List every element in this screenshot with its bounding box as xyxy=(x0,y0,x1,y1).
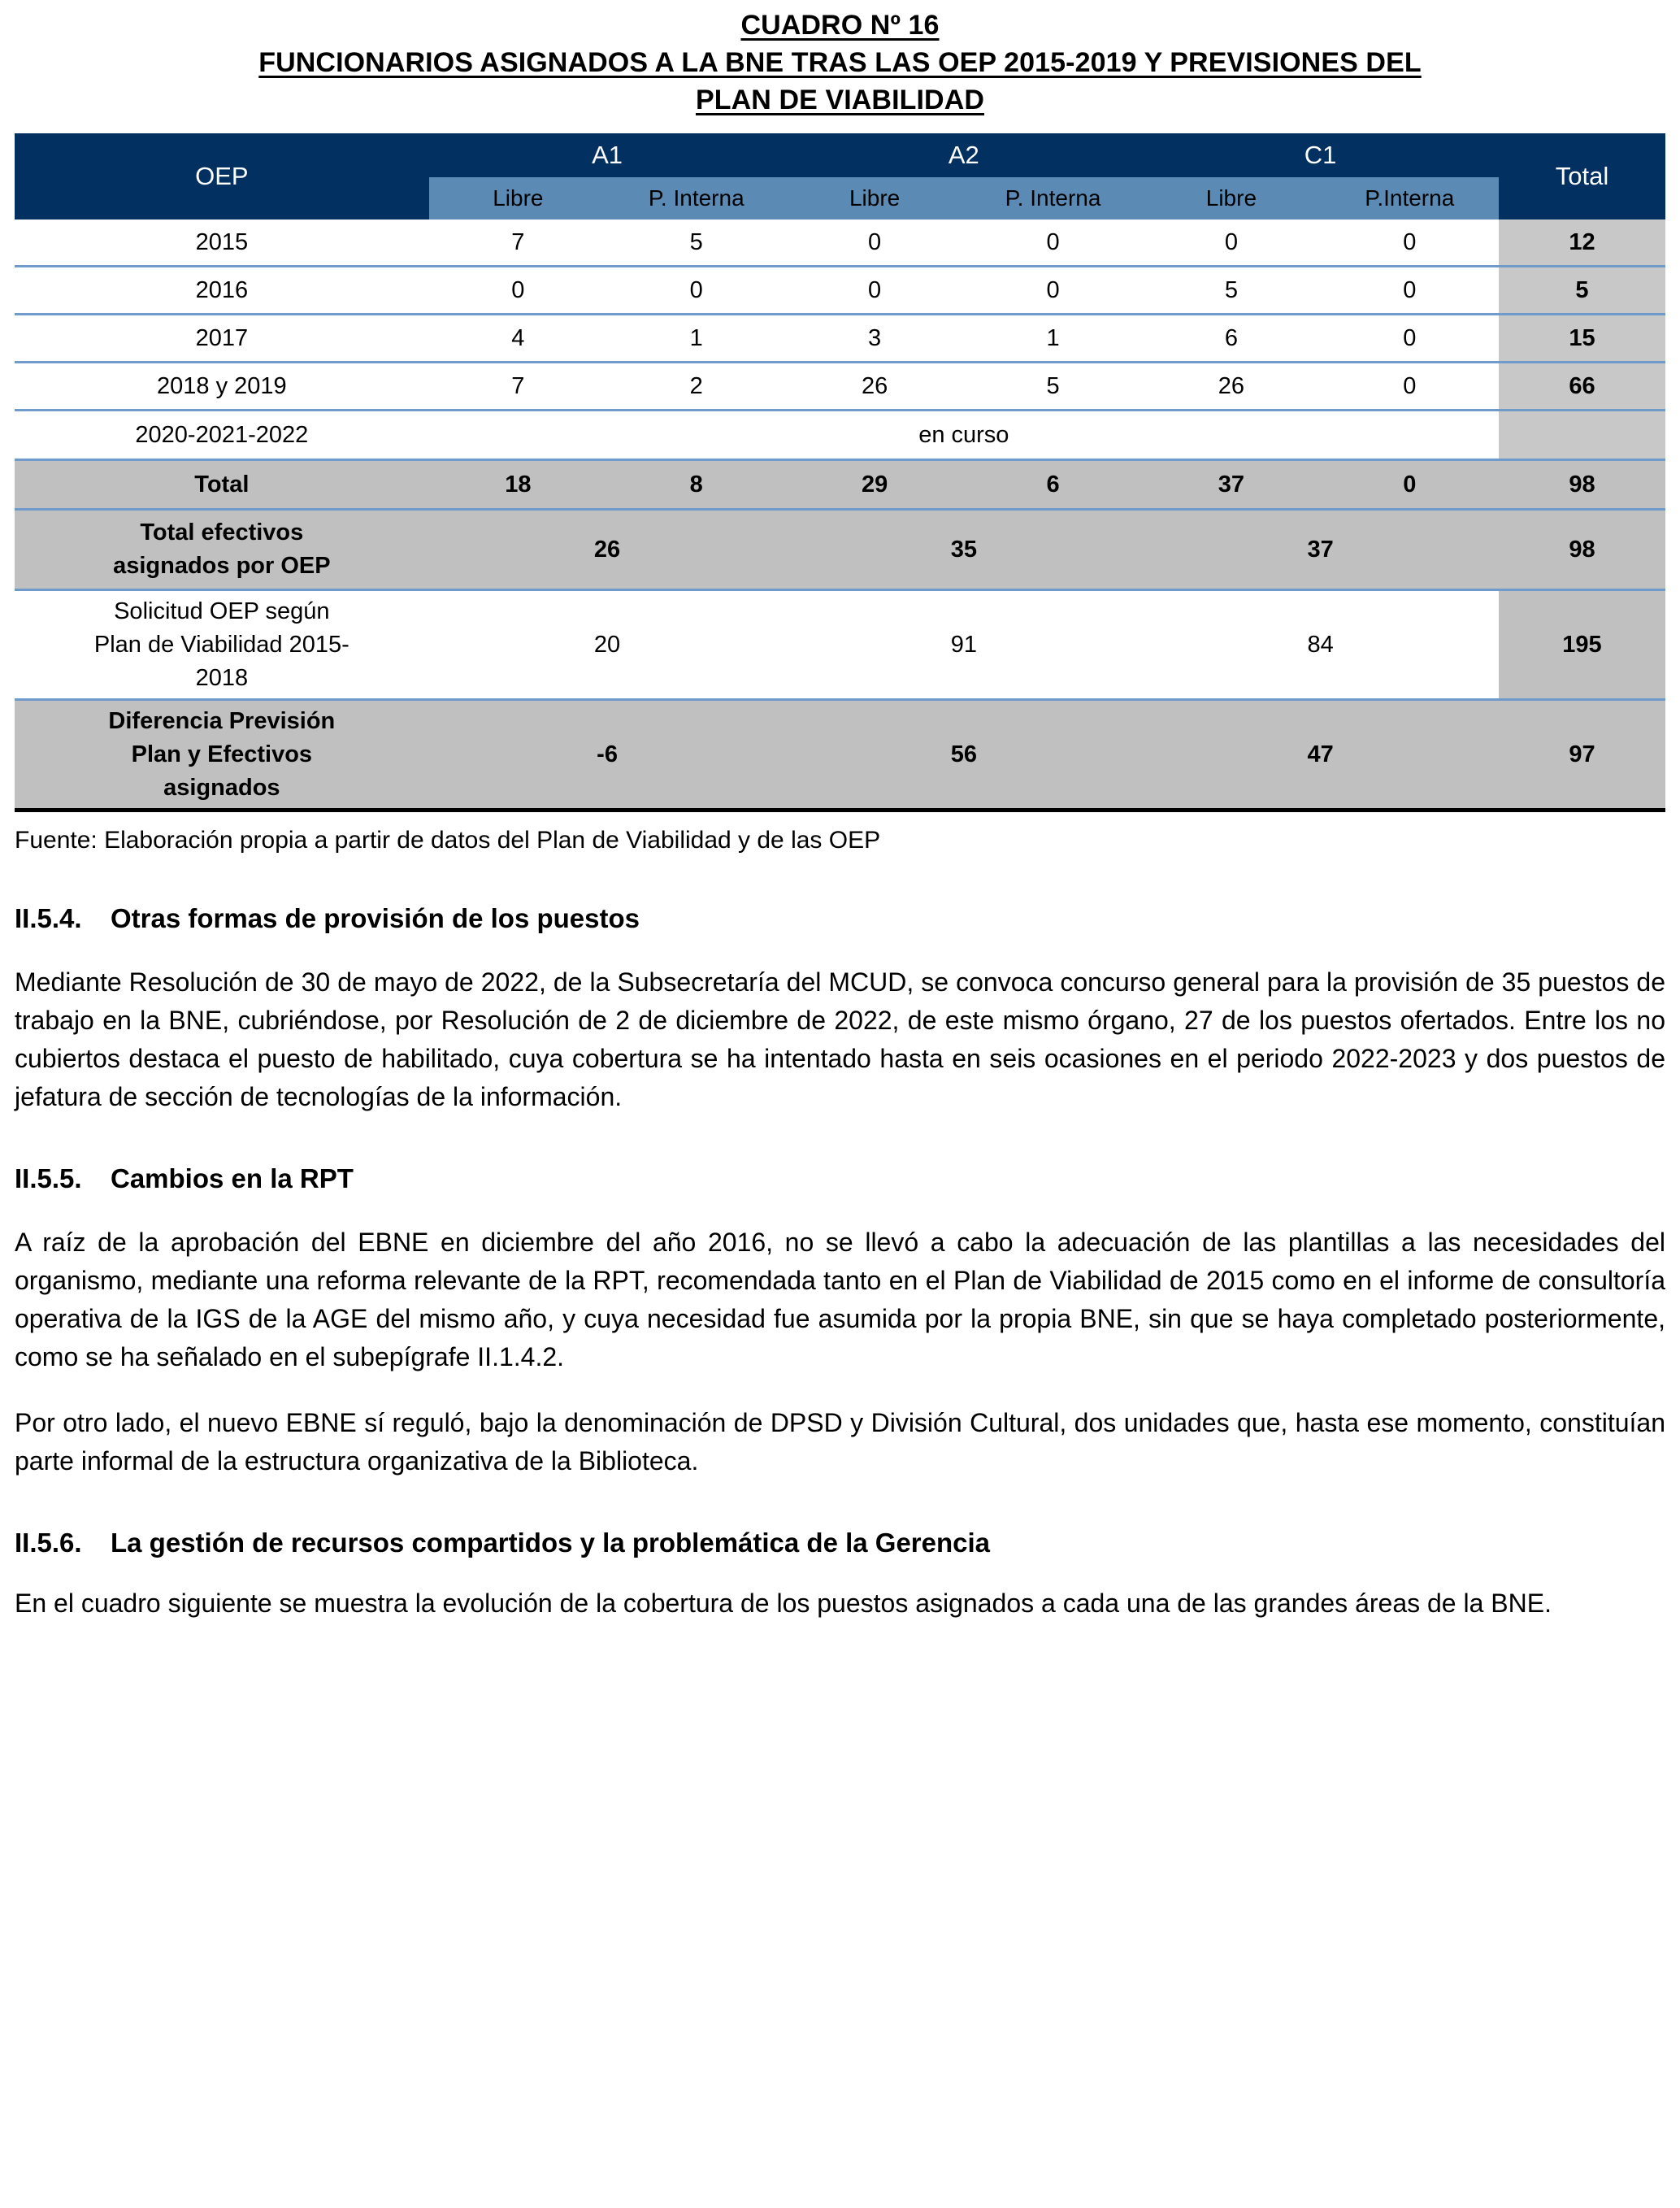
cell-c1-libre: 6 xyxy=(1142,315,1320,363)
table-row-total-efectivos xyxy=(15,510,1665,590)
cell-c1-interna: 0 xyxy=(1321,460,1499,510)
title-line-1: CUADRO Nº 16 xyxy=(740,10,940,41)
table-source-note: Fuente: Elaboración propia a partir de datos del Plan de Viabilidad y de las OEP xyxy=(15,827,881,854)
cell-a1-interna: 2 xyxy=(607,363,785,411)
row-label-line: 2018 xyxy=(195,664,249,691)
cell-total: 98 xyxy=(1499,510,1665,590)
header-sub-c1-interna: P.Interna xyxy=(1321,177,1499,219)
cell-a1-group: 26 xyxy=(429,510,786,590)
row-label xyxy=(15,700,429,811)
cell-a2-libre: 0 xyxy=(868,228,882,255)
section-number: II.5.4. xyxy=(15,903,82,933)
cell-total: 98 xyxy=(1499,460,1665,510)
table-row-diferencia xyxy=(15,700,1665,811)
header-sub-a2-libre: Libre xyxy=(785,177,963,219)
cell-total: 12 xyxy=(1499,219,1665,267)
cell-c1-interna: 0 xyxy=(1321,315,1499,363)
row-label: 2015 xyxy=(195,228,249,255)
cell-a2-group: 91 xyxy=(785,590,1142,700)
section-title: Cambios en la RPT xyxy=(111,1163,354,1193)
cell-c1-group: 37 xyxy=(1142,510,1499,590)
title-line-3: PLAN DE VIABILIDAD xyxy=(695,85,985,115)
cell-a1-libre: 0 xyxy=(429,267,607,315)
cell-a2-interna: 6 xyxy=(964,460,1142,510)
cell-total: 15 xyxy=(1499,315,1665,363)
cell-a2-interna: 1 xyxy=(964,315,1142,363)
cuadro-16-table-wrapper xyxy=(15,133,1665,812)
cell-en-curso: en curso xyxy=(429,411,1499,460)
cell-a1-interna: 5 xyxy=(689,228,703,255)
cell-a2-group: 35 xyxy=(785,510,1142,590)
table-row-total xyxy=(15,460,1665,510)
row-label-line: Plan y Efectivos xyxy=(131,741,313,767)
cuadro-16-table xyxy=(15,133,1665,812)
header-total: Total xyxy=(1499,133,1665,219)
section-title: Otras formas de provisión de los puestos xyxy=(111,903,640,933)
row-label-line: Diferencia Previsión xyxy=(108,707,336,734)
cell-a1-libre: 18 xyxy=(429,460,607,510)
table-row xyxy=(15,315,1665,363)
cell-a2-interna: 5 xyxy=(964,363,1142,411)
row-label xyxy=(15,590,429,700)
cell-total: 195 xyxy=(1499,590,1665,700)
cell-a2-interna: 0 xyxy=(1046,228,1060,255)
table-header xyxy=(15,133,1665,219)
cell-c1-interna: 0 xyxy=(1321,267,1499,315)
header-group-a1: A1 xyxy=(429,133,786,177)
table-row xyxy=(15,219,1665,267)
row-label: 2020-2021-2022 xyxy=(15,411,429,460)
header-oep: OEP xyxy=(15,133,429,219)
cell-a1-interna: 8 xyxy=(607,460,785,510)
row-label xyxy=(15,510,429,590)
cell-a2-group: 56 xyxy=(785,700,1142,811)
row-label-line: asignados xyxy=(163,774,280,801)
cell-a2-libre: 29 xyxy=(785,460,963,510)
cell-c1-interna: 0 xyxy=(1321,363,1499,411)
cell-total: 5 xyxy=(1499,267,1665,315)
header-sub-a2-interna: P. Interna xyxy=(964,177,1142,219)
cell-a2-interna: 0 xyxy=(964,267,1142,315)
cell-a2-libre: 3 xyxy=(785,315,963,363)
cell-a2-libre: 0 xyxy=(785,267,963,315)
table-header-row-groups xyxy=(15,133,1665,177)
cell-c1-interna: 0 xyxy=(1403,228,1417,255)
cell-c1-libre: 26 xyxy=(1142,363,1320,411)
cell-c1-libre: 37 xyxy=(1142,460,1320,510)
row-label: Total xyxy=(15,460,429,510)
cell-a1-interna: 1 xyxy=(607,315,785,363)
section-number: II.5.6. xyxy=(15,1528,82,1558)
table-row xyxy=(15,267,1665,315)
section-heading-ii-5-5 xyxy=(15,1162,1665,1196)
cell-a1-libre: 7 xyxy=(429,363,607,411)
cell-c1-libre: 0 xyxy=(1224,228,1238,255)
header-sub-c1-libre: Libre xyxy=(1142,177,1320,219)
cell-total: 97 xyxy=(1499,700,1665,811)
paragraph: En el cuadro siguiente se muestra la evolución de la cobertura de los puestos asignados a cada una de las grandes áreas de la BNE. xyxy=(15,1589,1552,1618)
cell-a1-group: -6 xyxy=(429,700,786,811)
row-label-line: Plan de Viabilidad 2015- xyxy=(93,631,349,658)
row-label: 2017 xyxy=(15,315,429,363)
cell-total: 66 xyxy=(1499,363,1665,411)
section-title: La gestión de recursos compartidos y la problemática de la Gerencia xyxy=(111,1528,991,1558)
table-row-solicitud-oep xyxy=(15,590,1665,700)
cell-a1-libre: 7 xyxy=(511,228,525,255)
header-sub-a1-interna: P. Interna xyxy=(607,177,785,219)
paragraph: Mediante Resolución de 30 de mayo de 2022, de la Subsecretaría del MCUD, se convoca concurso general para la provisión de 35 puestos de trabajo en la BNE, cubriéndose, por Resolución de 2 de diciembre de 2022, de este mismo órgano, 27 de los puestos ofertados. Entre los no cubiertos destaca el puesto de habilitado, cuya cobertura se ha intentado hasta en seis ocasiones en el periodo 2022-2023 y dos puestos de jefatura de sección de tecnologías de la información. xyxy=(15,967,1665,1111)
table-row xyxy=(15,363,1665,411)
section-heading-ii-5-6 xyxy=(15,1526,1665,1560)
cell-a1-libre: 4 xyxy=(429,315,607,363)
title-line-2: FUNCIONARIOS ASIGNADOS A LA BNE TRAS LAS OEP 2015-2019 Y PREVISIONES DEL xyxy=(258,47,1422,78)
cell-c1-group: 47 xyxy=(1142,700,1499,811)
table-row-en-curso xyxy=(15,411,1665,460)
cell-c1-group: 84 xyxy=(1142,590,1499,700)
cell-a1-interna: 0 xyxy=(607,267,785,315)
header-group-c1: C1 xyxy=(1142,133,1499,177)
table-body xyxy=(15,219,1665,811)
section-heading-ii-5-4 xyxy=(15,902,1665,936)
cell-a1-group: 20 xyxy=(429,590,786,700)
paragraph: Por otro lado, el nuevo EBNE sí reguló, bajo la denominación de DPSD y División Cultural, dos unidades que, hasta ese momento, constituían parte informal de la estructura organizativa de la Biblioteca. xyxy=(15,1408,1665,1476)
header-group-a2: A2 xyxy=(785,133,1142,177)
row-label: 2016 xyxy=(15,267,429,315)
row-label-line: asignados por OEP xyxy=(113,553,331,579)
paragraph: A raíz de la aprobación del EBNE en diciembre del año 2016, no se llevó a cabo la adecuación de las plantillas a las necesidades del organismo, mediante una reforma relevante de la RPT, recomendada tanto en el Plan de Viabilidad de 2015 como en el informe de consultoría operativa de la IGS de la AGE del mismo año, y cuya necesidad fue asumida por la propia BNE, sin que se haya completado posteriormente, como se ha señalado en el subepígrafe II.1.4.2. xyxy=(15,1228,1665,1371)
cell-c1-libre: 5 xyxy=(1142,267,1320,315)
header-sub-a1-libre: Libre xyxy=(429,177,607,219)
row-label-line: Solicitud OEP según xyxy=(114,598,330,624)
cell-total xyxy=(1499,411,1665,460)
row-label: 2018 y 2019 xyxy=(15,363,429,411)
page-title xyxy=(15,7,1665,119)
cell-a2-libre: 26 xyxy=(785,363,963,411)
row-label-line: Total efectivos xyxy=(140,519,304,545)
section-number: II.5.5. xyxy=(15,1163,82,1193)
